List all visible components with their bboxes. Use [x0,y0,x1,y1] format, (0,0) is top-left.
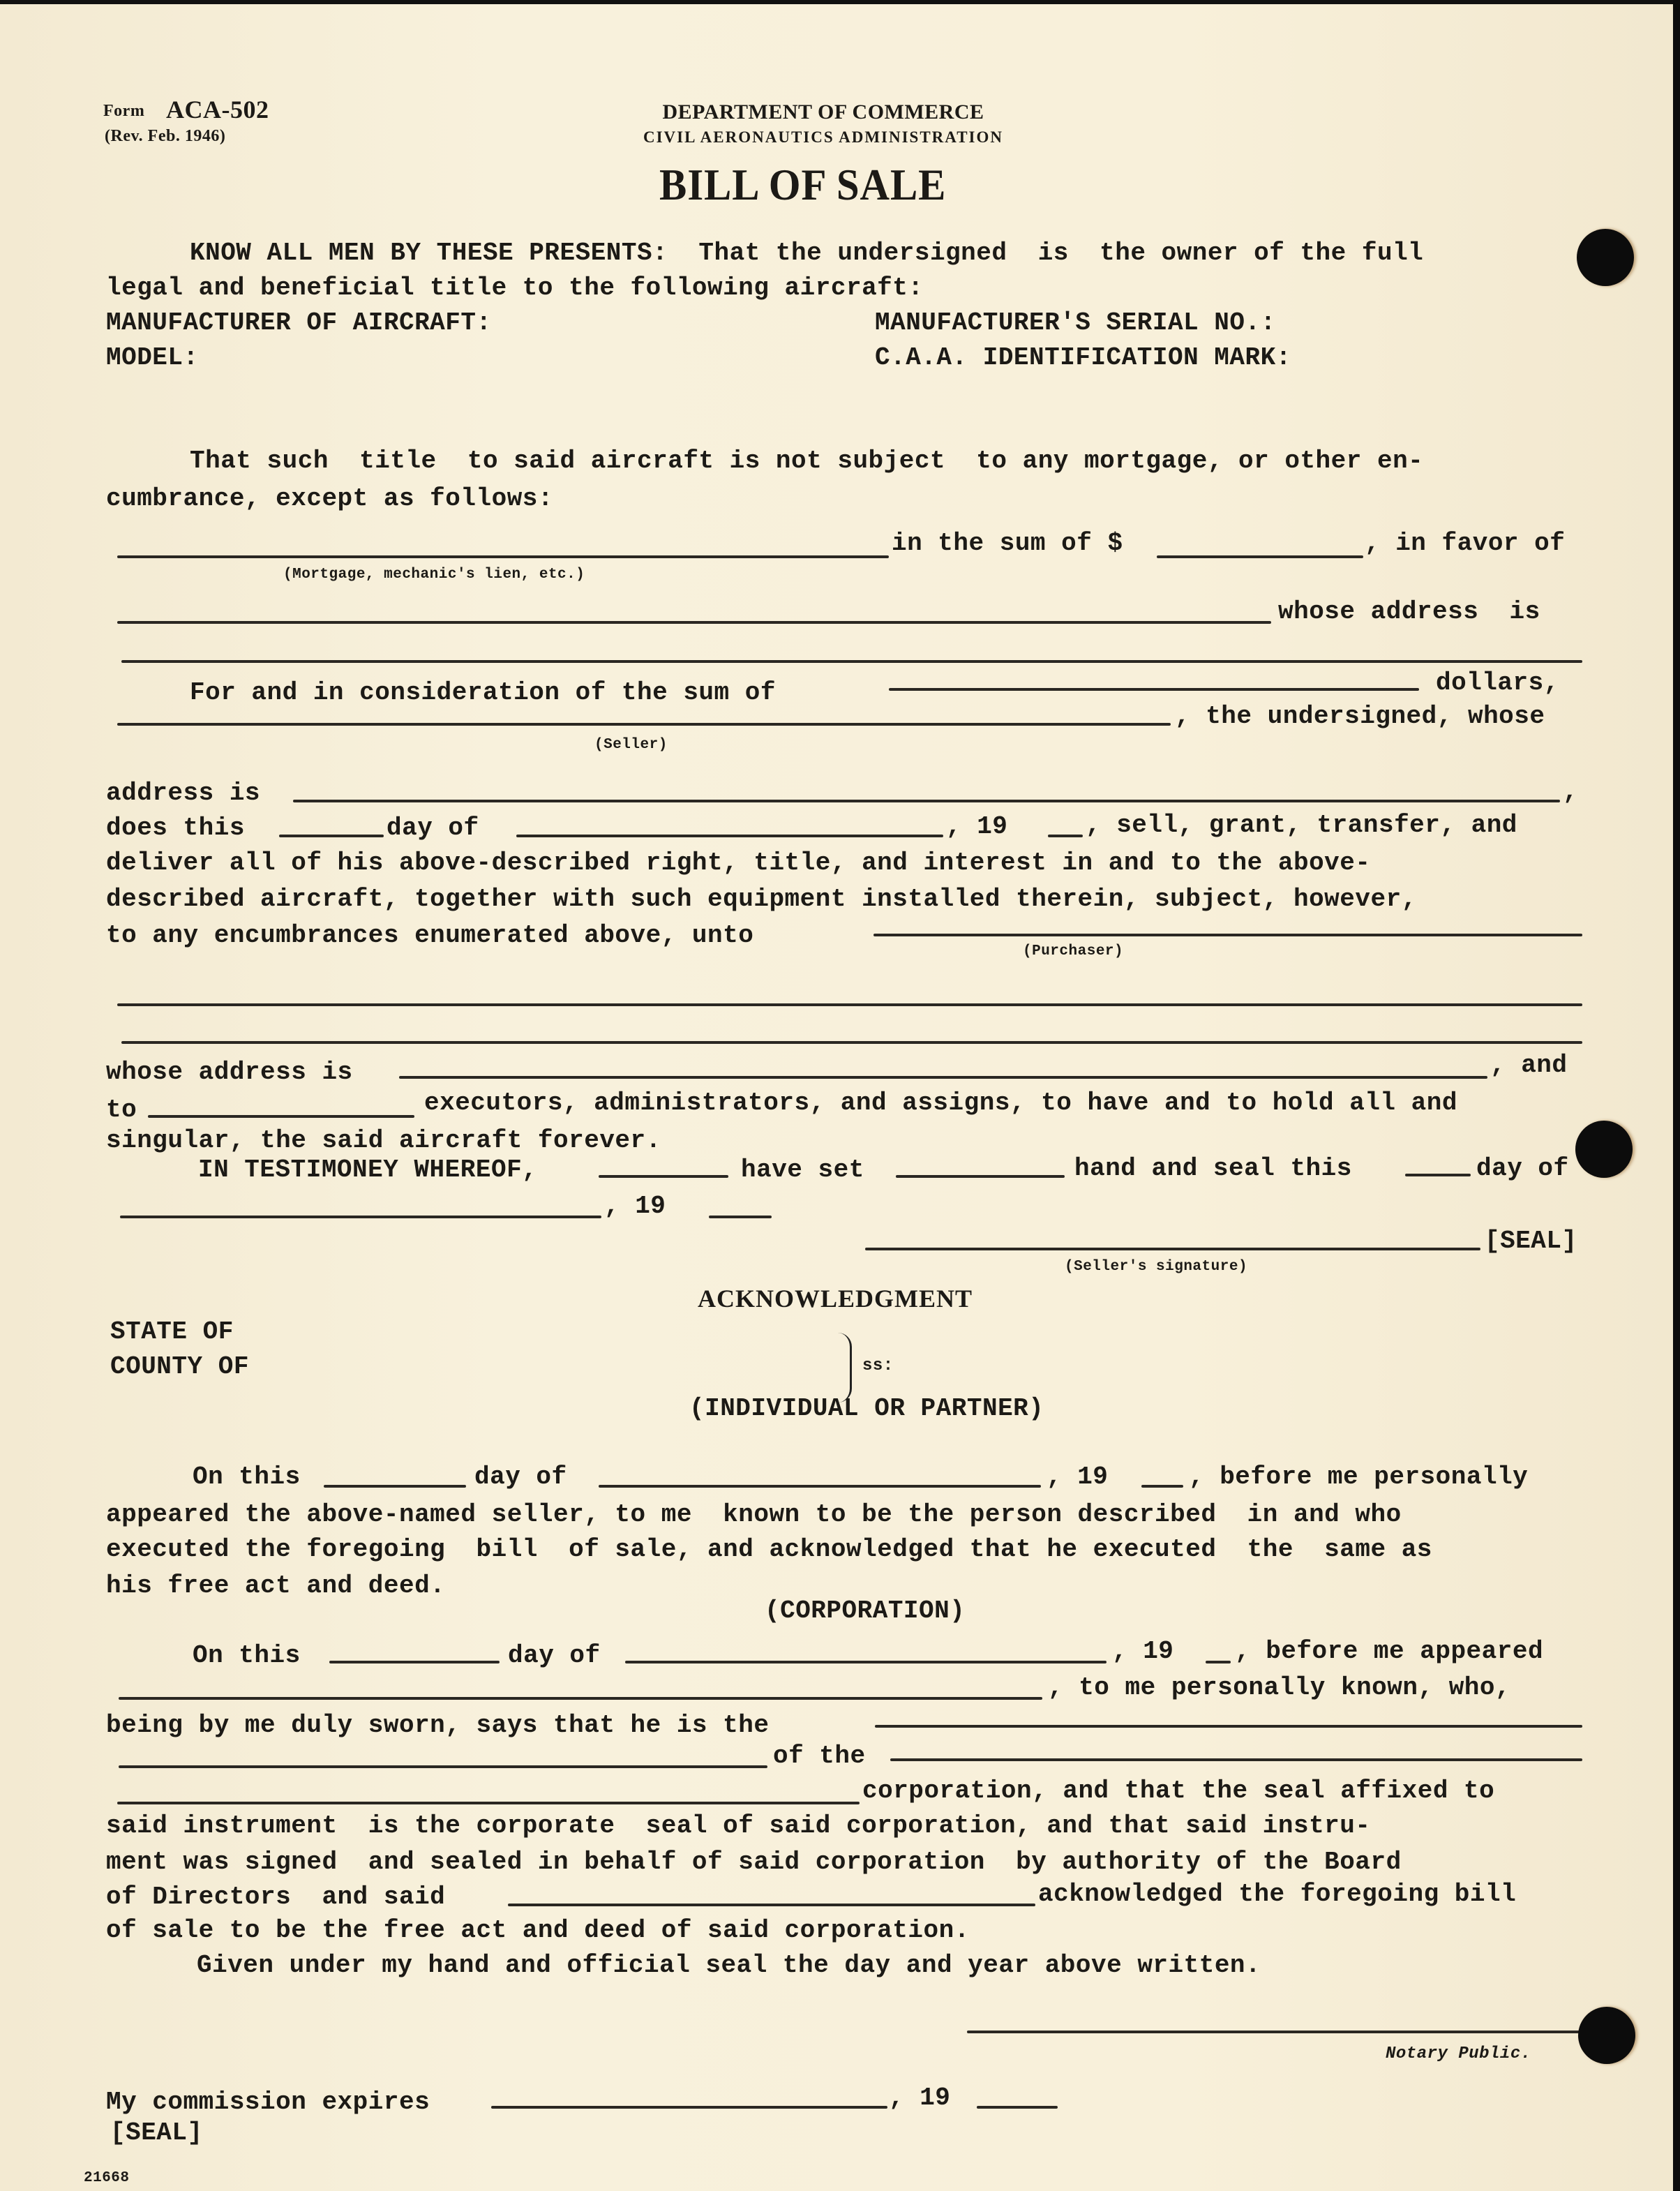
notary-seal-label: [SEAL] [110,2118,203,2147]
day-of-label: day of [387,814,479,842]
corp-year-field[interactable] [1206,1661,1231,1663]
purchaser-name-field[interactable] [873,934,1582,936]
corp-acknowledging-officer-field[interactable] [508,1904,1035,1906]
described-line: described aircraft, together with such equipment installed therein, subject, however, [106,885,1417,913]
address-is-label: address is [106,779,261,807]
dollars-label: dollars, [1436,668,1559,697]
hand-and-seal-label: hand and seal this [1074,1154,1352,1183]
testimony-day-field[interactable] [1405,1174,1471,1176]
corp-month-field[interactable] [625,1661,1107,1663]
corp-nineteen-label: , 19 [1112,1637,1174,1666]
does-this-label: does this [106,814,245,842]
corp-day-field[interactable] [329,1661,500,1663]
corp-officer-name-field[interactable] [119,1697,1042,1700]
testimony-month-field[interactable] [120,1216,601,1218]
unto-line: to any encumbrances enumerated above, unto [106,921,754,950]
purchaser-pronoun-field[interactable] [148,1115,414,1118]
scan-edge-right [1673,0,1680,2191]
corp-directors-label: of Directors and said [106,1883,446,1911]
ind-day-of-label: day of [474,1463,567,1491]
encumbrance-type-field[interactable] [117,555,889,558]
nineteen-label: , 19 [946,812,1008,841]
consideration-lead: For and in consideration of the sum of [190,678,776,707]
notary-public-caption: Notary Public. [1386,2044,1531,2063]
purchaser-address-label: whose address is [106,1058,353,1086]
undersigned-whose-label: , the undersigned, whose [1175,702,1545,731]
seller-seal-label: [SEAL] [1485,1227,1577,1255]
corp-before-me-label: , before me appeared [1235,1637,1544,1666]
encumbrance-line-1: That such title to said aircraft is not subject to any mortgage, or other en- [190,447,1424,475]
purchaser-name-continued-field[interactable] [117,1003,1582,1006]
commission-nineteen-label: , 19 [889,2084,951,2112]
agency-heading: CIVIL AERONAUTICS ADMINISTRATION [643,128,1003,146]
whose-address-label: whose address is [1278,597,1540,626]
corp-sale-line: of sale to be the free act and deed of said corporation. [106,1916,970,1945]
commission-date-field[interactable] [491,2106,887,2109]
corp-ment-line: ment was signed and sealed in behalf of said corporation by authority of the Board [106,1848,1402,1876]
ind-day-field[interactable] [324,1485,466,1488]
individual-heading: (INDIVIDUAL OR PARTNER) [689,1394,1044,1423]
corporation-heading: (CORPORATION) [765,1596,966,1625]
ind-line-3: executed the foregoing bill of sale, and acknowledged that he executed the same as [106,1535,1432,1564]
ss-label: ss: [862,1356,894,1375]
corp-day-of-label: day of [508,1641,601,1670]
notary-signature-field[interactable] [967,2031,1581,2033]
purchaser-caption: (Purchaser) [1023,943,1124,959]
punch-hole-bottom [1578,2007,1635,2064]
executors-line: executors, administrators, and assigns, to have and to hold all and [424,1089,1457,1117]
ind-on-this-label: On this [193,1463,301,1491]
form-prefix: Form [103,102,145,120]
department-heading: DEPARTMENT OF COMMERCE [662,100,984,124]
seller-signature-field[interactable] [865,1248,1480,1250]
ind-year-field[interactable] [1141,1485,1183,1488]
purchaser-address-field[interactable] [399,1076,1487,1079]
testimony-nineteen-label: , 19 [604,1192,666,1220]
seller-address-field[interactable] [293,800,1560,802]
in-sum-of-label: in the sum of $ [892,529,1123,558]
intro-line-2: legal and beneficial title to the following aircraft: [106,274,924,302]
corp-known-label: , to me personally known, who, [1048,1673,1511,1702]
ind-before-me-label: , before me personally [1189,1463,1529,1491]
corp-sworn-label: being by me duly sworn, says that he is the [106,1711,770,1740]
caa-mark-label: C.A.A. IDENTIFICATION MARK: [875,343,1291,372]
singular-line: singular, the said aircraft forever. [106,1126,661,1155]
page-title: BILL OF SALE [659,160,947,209]
seller-caption: (Seller) [594,737,668,753]
lienholder-address-field[interactable] [121,660,1582,663]
ind-line-4: his free act and deed. [106,1571,446,1600]
manufacturer-label: MANUFACTURER OF AIRCRAFT: [106,308,492,337]
serial-number-label: MANUFACTURER'S SERIAL NO.: [875,308,1276,337]
consideration-amount-field[interactable] [889,688,1419,691]
deliver-line: deliver all of his above-described right, title, and interest in and to the above- [106,848,1371,877]
commission-year-field[interactable] [977,2106,1058,2109]
in-favor-of-label: , in favor of [1365,529,1566,558]
lienholder-name-field[interactable] [117,621,1271,624]
testimony-party-field[interactable] [599,1175,728,1178]
intro-line-1: KNOW ALL MEN BY THESE PRESENTS: That the undersigned is the owner of the full [190,239,1424,267]
corp-title-continued-field[interactable] [119,1765,767,1768]
ind-line-2: appeared the above-named seller, to me known to be the person described in and who [106,1500,1402,1529]
ind-nineteen-label: , 19 [1047,1463,1109,1491]
testimony-day-of-label: day of [1476,1154,1569,1183]
corp-title-field[interactable] [875,1725,1582,1728]
and-label: , and [1490,1051,1568,1079]
encumbrance-line-2: cumbrance, except as follows: [106,484,554,513]
corp-said-line: said instrument is the corporate seal of said corporation, and that said instru- [106,1811,1371,1840]
acknowledgment-heading: ACKNOWLEDGMENT [698,1285,973,1313]
have-set-label: have set [741,1156,864,1184]
state-of-label: STATE OF [110,1317,234,1346]
brace-symbol [837,1333,852,1403]
ind-month-field[interactable] [599,1485,1041,1488]
corp-name-continued-field[interactable] [117,1802,860,1804]
form-number: ACA-502 [166,96,269,124]
print-code: 21668 [84,2170,130,2186]
testimony-lead: IN TESTIMONEY WHEREOF, [198,1156,538,1184]
sell-grant-label: , sell, grant, transfer, and [1086,811,1517,839]
sale-year-field[interactable] [1048,835,1083,837]
seller-signature-caption: (Seller's signature) [1065,1259,1248,1275]
form-revision: (Rev. Feb. 1946) [105,127,226,145]
document-page [0,4,1673,2191]
sale-month-field[interactable] [516,835,943,837]
corp-corporation-label: corporation, and that the seal affixed to [862,1777,1495,1805]
encumbrance-amount-field[interactable] [1157,555,1363,558]
sale-day-field[interactable] [279,835,384,837]
testimony-year-field[interactable] [709,1216,772,1218]
punch-hole-middle [1575,1121,1633,1178]
commission-expires-label: My commission expires [106,2088,430,2116]
corp-acknowledged-label: acknowledged the foregoing bill [1038,1880,1517,1908]
to-label: to [106,1096,137,1124]
seller-name-field[interactable] [117,723,1171,726]
corp-on-this-label: On this [193,1641,301,1670]
testimony-pronoun-field[interactable] [896,1175,1065,1178]
purchaser-line-field[interactable] [121,1041,1582,1044]
encumbrance-type-caption: (Mortgage, mechanic's lien, etc.) [283,567,585,583]
model-label: MODEL: [106,343,199,372]
county-of-label: COUNTY OF [110,1352,249,1381]
corp-of-the-label: of the [773,1742,866,1770]
punch-hole-top [1577,229,1634,286]
address-comma: , [1563,777,1579,806]
corp-name-field[interactable] [890,1758,1582,1761]
given-under-line: Given under my hand and official seal the day and year above written. [197,1951,1261,1980]
